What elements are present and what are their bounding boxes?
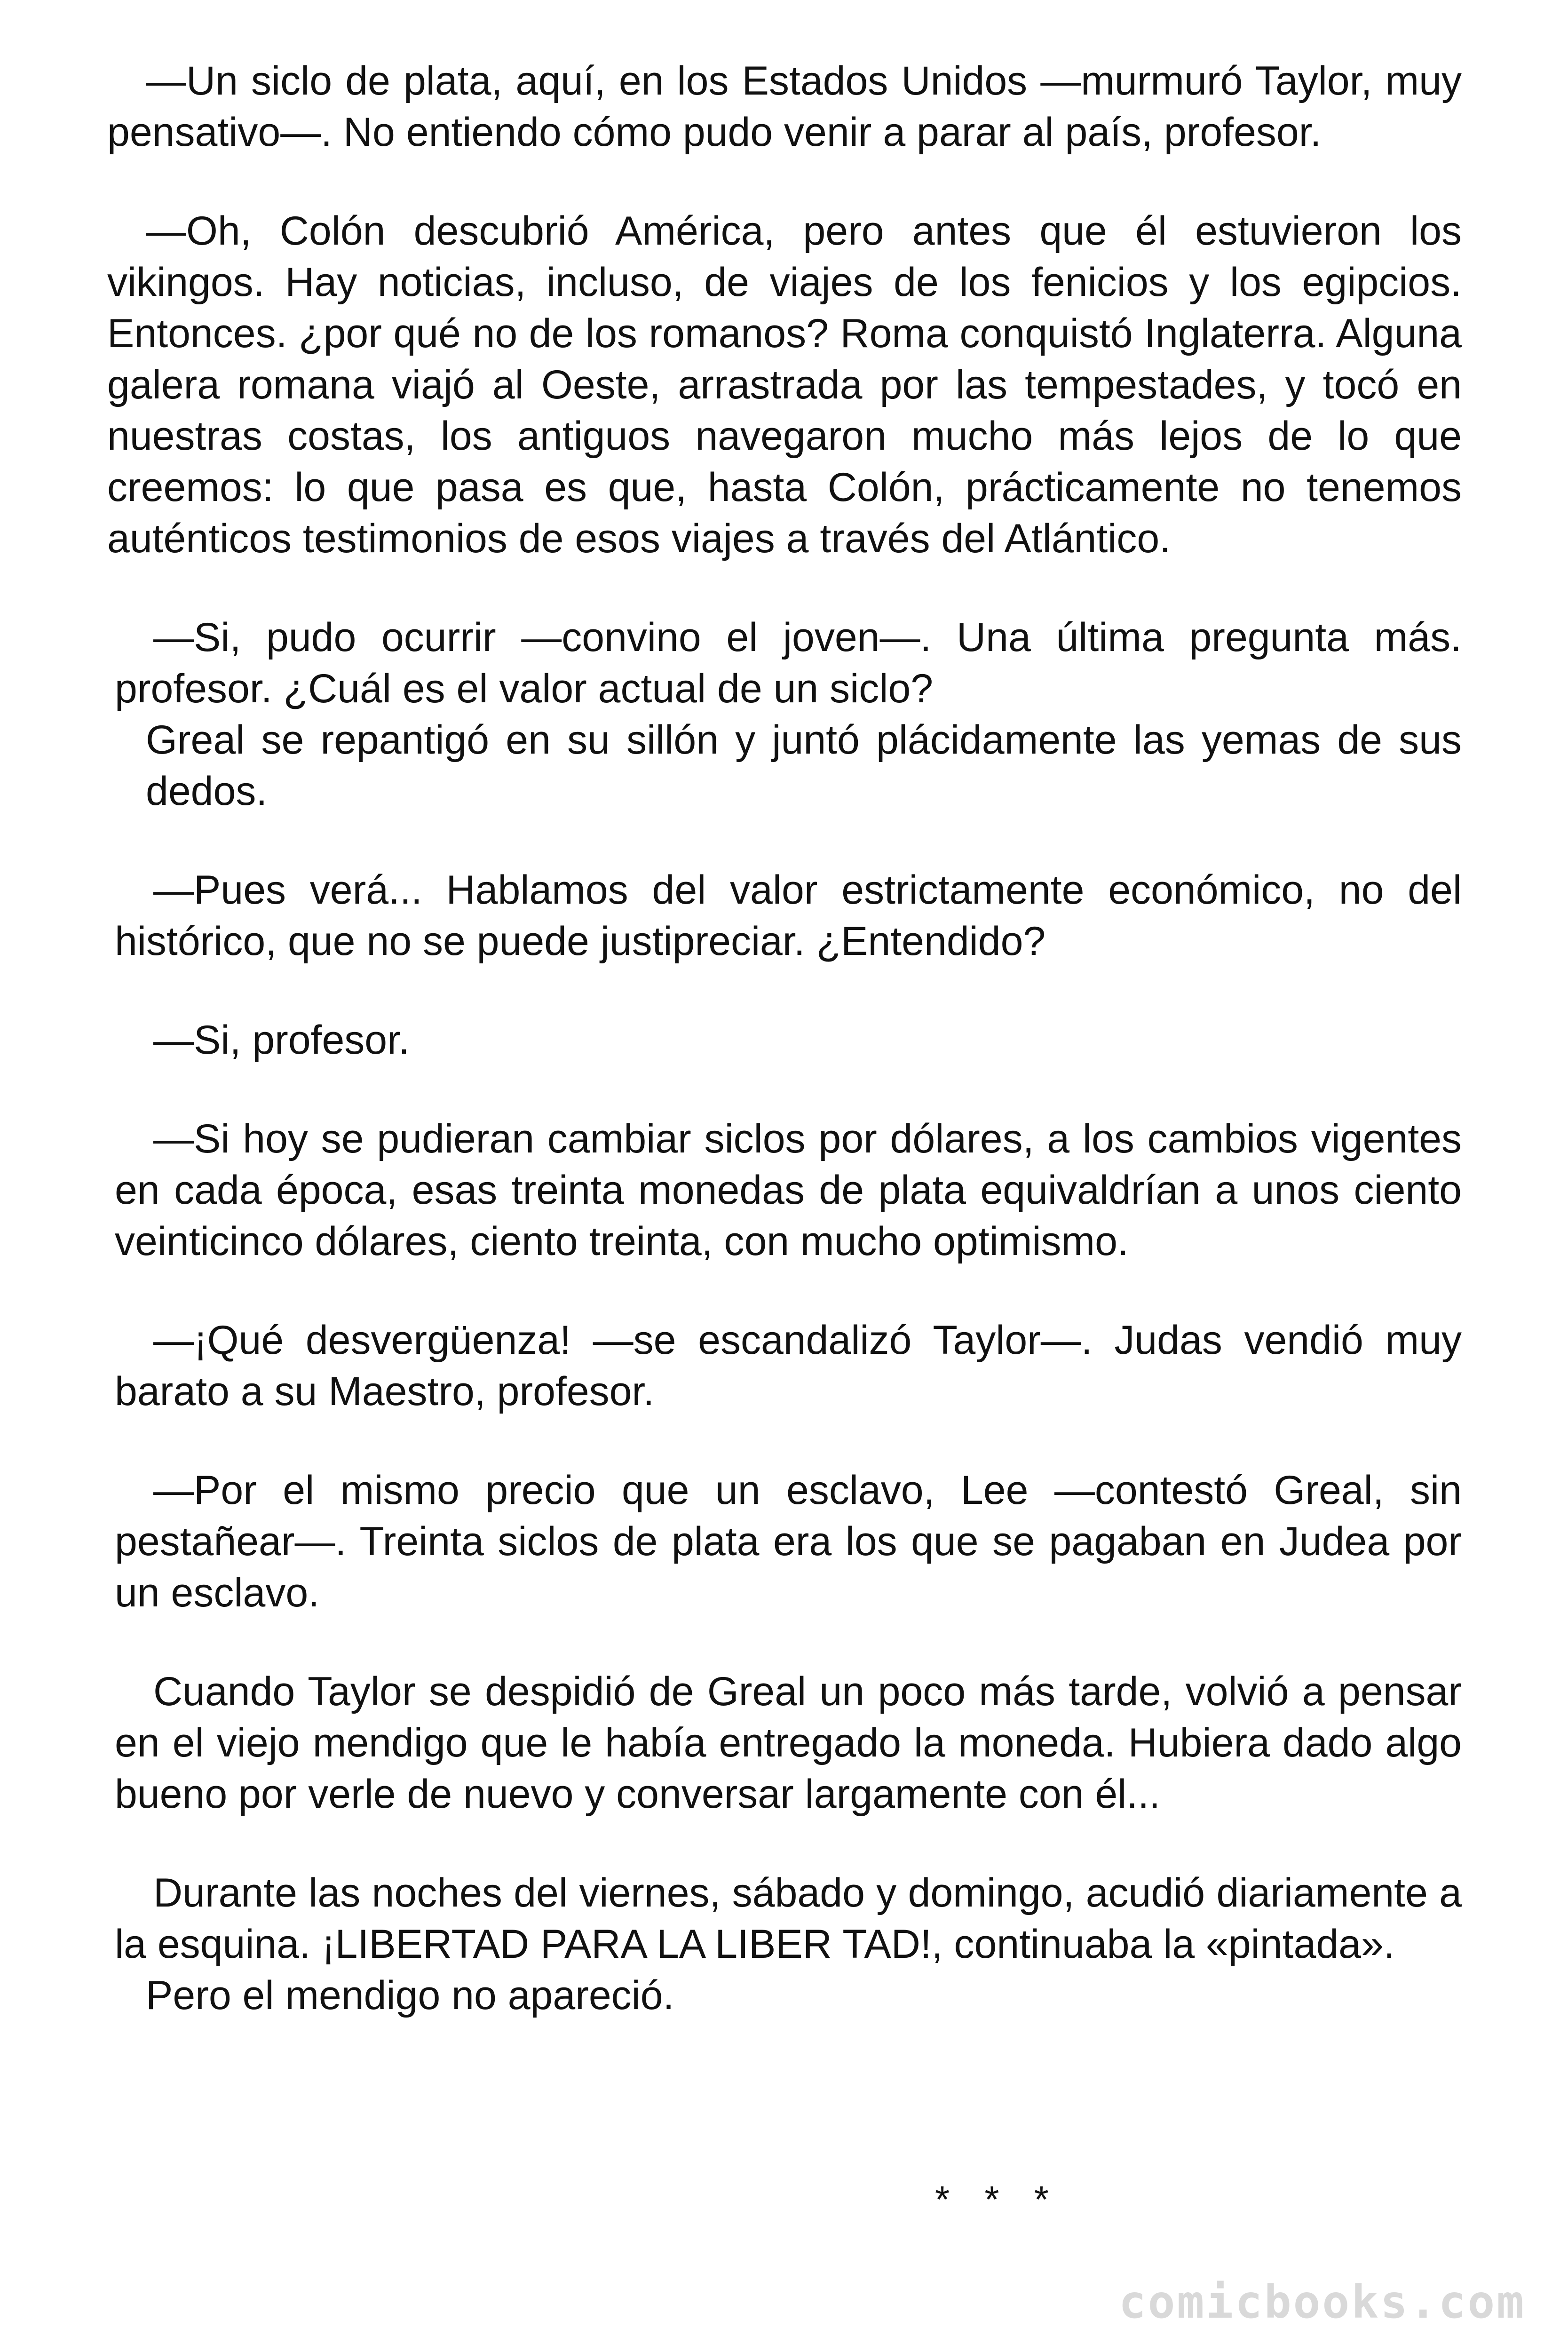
- paragraph: —Oh, Colón descubrió América, pero antes que él estuvieron los vikingos. Hay noticias, incluso, de viajes de los fenicios y los egipcios. Entonces. ¿por qué no de los romanos? Roma conquistó Inglaterra. Alguna galera romana viajó al Oeste, arrastrada por las tempestades, y tocó en nuestras costas, los antiguos navegaron mucho más lejos de lo que creemos: lo que pasa es que, hasta Colón, prácticamente no tenemos auténticos testimonios de esos viajes a través del Atlántico.: [107, 208, 1462, 561]
- paragraph: —Un siclo de plata, aquí, en los Estados Unidos —murmuró Taylor, muy pensativo—. No entiendo cómo pudo venir a parar al país, profesor.: [107, 58, 1462, 155]
- paragraph: —Si, profesor.: [153, 1017, 410, 1063]
- paragraph: —Por el mismo precio que un esclavo, Lee —contestó Greal, sin pestañear—. Treinta siclos de plata era los que se pagaban en Judea por un esclavo.: [115, 1468, 1462, 1615]
- paragraph: —Si, pudo ocurrir —convino el joven—. Una última pregunta más. profesor. ¿Cuál es el valor actual de un siclo?: [115, 615, 1462, 711]
- paragraph: —¡Qué desvergüenza! —se escandalizó Taylor—. Judas vendió muy barato a su Maestro, profesor.: [115, 1318, 1462, 1414]
- paragraph: —Si hoy se pudieran cambiar siclos por dólares, a los cambios vigentes en cada época, esas treinta monedas de plata equivaldrían a unos ciento veinticinco dólares, ciento treinta, con mucho optimismo.: [115, 1116, 1462, 1264]
- paragraph: Greal se repantigó en su sillón y juntó plácidamente las yemas de sus dedos.: [146, 717, 1462, 814]
- section-separator: * * *: [935, 2178, 1061, 2220]
- book-page-text: [107, 56, 1462, 2021]
- paragraph: —Pues verá... Hablamos del valor estrictamente económico, no del histórico, que no se puede justipreciar. ¿Entendido?: [115, 867, 1462, 964]
- paragraph: Pero el mendigo no apareció.: [146, 1973, 674, 2018]
- paragraph: Durante las noches del viernes, sábado y domingo, acudió diariamente a la esquina. ¡LIBERTAD PARA LA LIBER TAD!, continuaba la «pintada».: [115, 1870, 1462, 1967]
- paragraph: Cuando Taylor se despidió de Greal un poco más tarde, volvió a pensar en el viejo mendigo que le había entregado la moneda. Hubiera dado algo bueno por verle de nuevo y conversar largamente con él...: [115, 1669, 1462, 1817]
- watermark-text: comicbooks.com: [1118, 2276, 1526, 2328]
